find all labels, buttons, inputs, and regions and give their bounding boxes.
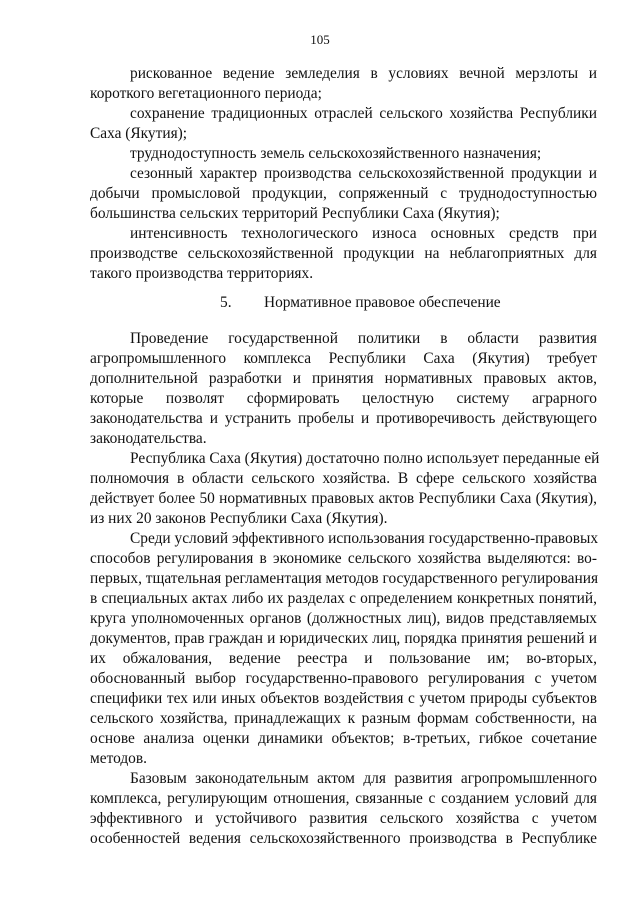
text-line: производстве сельскохозяйственной продукции на неблагоприятных для — [90, 245, 597, 262]
page-number: 105 — [310, 32, 330, 47]
text-line: Базовым законодательным актом для развития агропромышленного — [130, 770, 597, 787]
text-line: короткого вегетационного периода; — [90, 85, 322, 102]
text-line: которые позволят сформировать целостную систему аграрного — [90, 390, 597, 407]
text-line: полномочия в области сельского хозяйства. В сфере сельского хозяйства — [90, 470, 597, 487]
text-line: круга уполномоченных органов (должностных лиц), видов представляемых — [90, 610, 597, 627]
text-line: эффективного и устойчивого развития сельского хозяйства с учетом — [90, 810, 597, 827]
text-line: их обжалования, ведение реестра и пользование им; во-вторых, — [90, 650, 597, 667]
text-line: добычи промысловой продукции, сопряженный с труднодоступностью — [90, 185, 597, 202]
text-line: сохранение традиционных отраслей сельского хозяйства Республики — [130, 105, 597, 122]
text-line: сельского хозяйства, принадлежащих к разным формам собственности, на — [90, 710, 597, 727]
section-number: 5. — [220, 294, 232, 311]
text-line: Республика Саха (Якутия) достаточно полно использует переданные ей — [130, 450, 600, 467]
text-line: обоснованный выбор государственно-правового регулирования с учетом — [90, 670, 597, 687]
text-line: Саха (Якутия); — [90, 125, 188, 142]
text-line: большинства сельских территорий Республики Саха (Якутия); — [90, 205, 500, 222]
text-line: действует более 50 нормативных правовых актов Республики Саха (Якутия), — [90, 490, 597, 507]
text-line: в специальных актах либо их разделах с определением конкретных понятий, — [90, 590, 597, 607]
text-line: труднодоступность земель сельскохозяйственного назначения; — [130, 145, 542, 162]
text-line: интенсивность технологического износа основных средств при — [130, 225, 597, 242]
text-line: специфики тех или иных объектов воздействия с учетом природы субъектов — [90, 690, 597, 707]
section-title: Нормативное правовое обеспечение — [264, 294, 501, 311]
text-line: из них 20 законов Республики Саха (Якутия). — [90, 510, 388, 527]
text-line: способов регулирования в экономике сельского хозяйства выделяются: во- — [90, 550, 597, 567]
text-line: первых, тщательная регламентация методов государственного регулирования — [90, 570, 599, 587]
text-line: Среди условий эффективного использования государственно-правовых — [130, 530, 599, 547]
text-line: такого производства территориях. — [90, 265, 314, 282]
text-line: рискованное ведение земледелия в условиях вечной мерзлоты и — [130, 65, 597, 82]
text-line: основе анализа оценки динамики объектов; в-третьих, гибкое сочетание — [90, 730, 597, 747]
text-line: законодательства и устранить пробелы и противоречивость действующего — [90, 410, 597, 427]
section-heading — [0, 293, 640, 313]
text-line: комплекса, регулирующим отношения, связанные с созданием условий для — [90, 790, 597, 807]
text-line: особенностей ведения сельскохозяйственного производства в Республике — [90, 830, 597, 847]
text-line: методов. — [90, 750, 147, 767]
text-line: законодательства. — [90, 430, 207, 447]
text-line: агропромышленного комплекса Республики Саха (Якутия) требует — [90, 350, 597, 367]
text-line: документов, прав граждан и юридических лиц, порядка принятия решений и — [90, 630, 597, 647]
text-line: дополнительной разработки и принятия нормативных правовых актов, — [90, 370, 597, 387]
text-line: Проведение государственной политики в области развития — [130, 330, 597, 347]
text-line: сезонный характер производства сельскохозяйственной продукции и — [130, 165, 597, 182]
